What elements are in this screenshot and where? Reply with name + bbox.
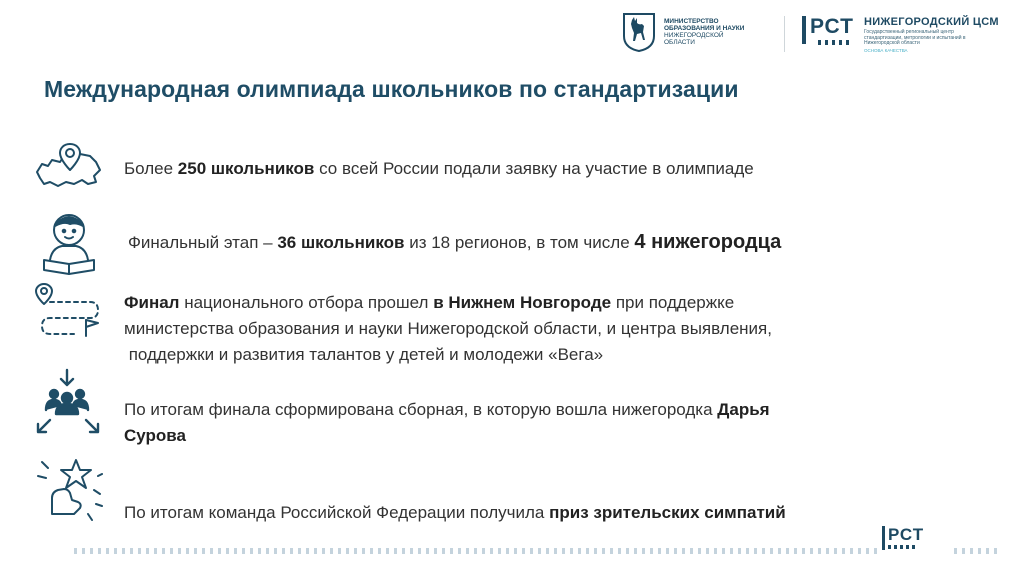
point-national-team: По итогам финала сформирована сборная, в которую вошла нижегородка Дарья Сурова — [124, 400, 770, 445]
footer-dotted-line — [74, 548, 878, 554]
logo-divider — [784, 16, 785, 52]
route-path-icon — [34, 282, 104, 344]
csm-name: НИЖЕГОРОДСКИЙ ЦСМ — [863, 16, 999, 28]
csm-slogan: ОСНОВА КАЧЕСТВА — [863, 47, 908, 53]
point-applications: Более 250 школьников со всей России подали заявку на участие в олимпиаде — [124, 159, 754, 178]
point-national-selection: Финал национального отбора прошел в Нижнем Новгороде при поддержке министерства образования и науки Нижегородской области, и центра выявления, поддержки и развития талантов у детей и молодежи «Вега» — [124, 293, 772, 364]
team-gather-icon — [34, 368, 104, 436]
page-title: Международная олимпиада школьников по стандартизации — [44, 76, 739, 102]
point-final-stage: Финальный этап – 36 школьников из 18 регионов, в том числе 4 нижегородца — [128, 231, 782, 253]
rst-bar — [802, 16, 806, 44]
footer-logo-text: РСТ — [888, 525, 925, 544]
student-reading-icon — [40, 208, 98, 276]
rst-logo-text: РСТ — [810, 15, 854, 38]
russia-map-pin-icon — [34, 140, 104, 192]
ministry-name: МИНИСТЕРСТВО ОБРАЗОВАНИЯ И НАУКИ НИЖЕГОРОДСКОЙ ОБЛАСТИ — [664, 17, 745, 47]
csm-description: Государственный региональный центр стандартизации, метрологии и испытаний в Нижегородской области — [863, 29, 966, 47]
footer-dotted-line-right — [954, 548, 1002, 554]
ministry-logo — [622, 12, 774, 52]
point-audience-prize: По итогам команда Российской Федерации получила приз зрительских симпатий — [124, 503, 786, 522]
nizhny-novgorod-deer-emblem-icon — [622, 12, 656, 52]
nizhegorodsky-csm-logo — [802, 16, 999, 53]
star-hand-icon — [34, 456, 104, 522]
footer-rst-logo — [882, 526, 924, 550]
rst-dots — [818, 40, 849, 45]
header-logos — [622, 12, 1012, 56]
